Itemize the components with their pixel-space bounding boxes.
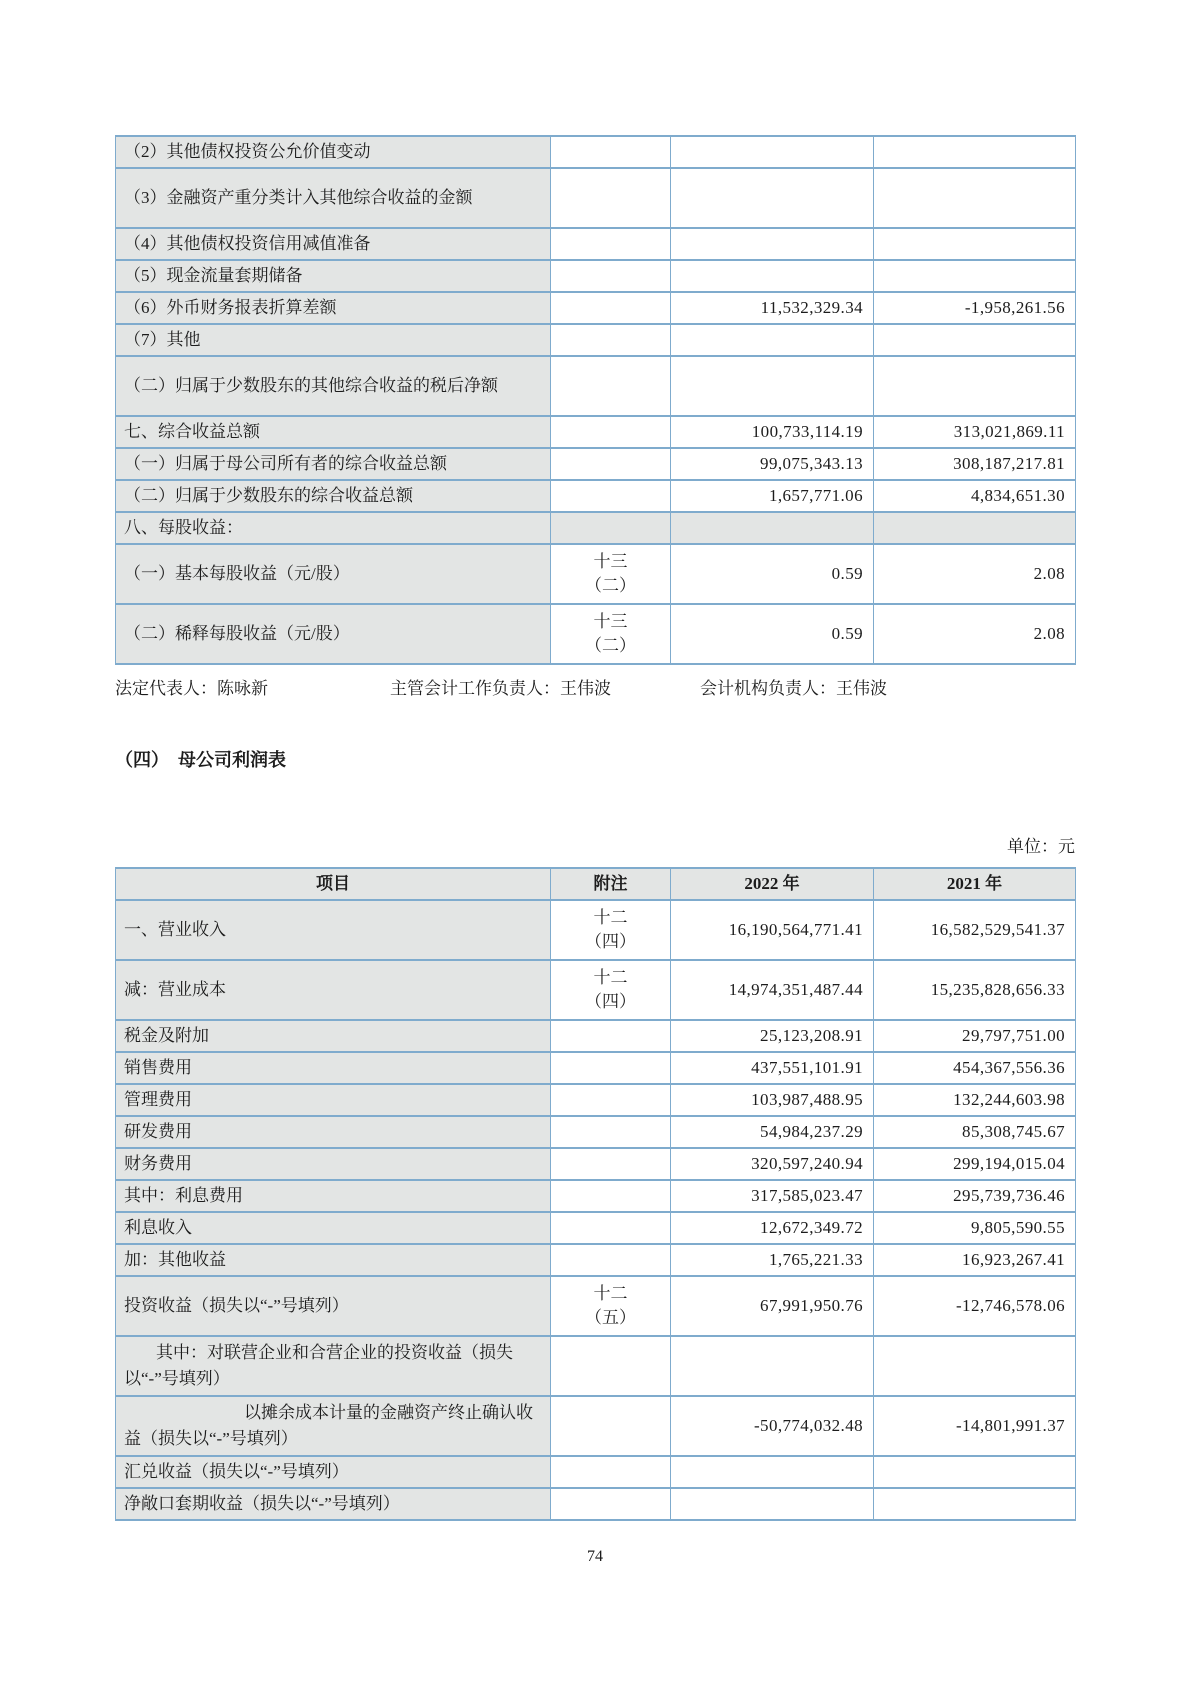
note-cell	[551, 324, 671, 356]
note-cell	[551, 480, 671, 512]
chief-accountant: 主管会计工作负责人：王伟波	[390, 679, 611, 698]
note-ref-line: 十三	[593, 612, 628, 631]
table-row	[116, 228, 1076, 260]
table-row	[116, 512, 1076, 544]
note-ref-line: （五）	[585, 1308, 636, 1327]
note-cell	[551, 356, 671, 416]
note-cell	[551, 416, 671, 448]
column-header-item: 项目	[116, 868, 551, 900]
value-2022-cell	[671, 260, 874, 292]
note-cell	[551, 168, 671, 228]
value-2022-cell: 437,551,101.91	[671, 1052, 874, 1084]
accounting-head: 会计机构负责人：王伟波	[700, 679, 887, 698]
note-cell	[551, 512, 671, 544]
value-2021-cell	[874, 512, 1076, 544]
value-2022-cell: 14,974,351,487.44	[671, 960, 874, 1020]
table-row	[116, 168, 1076, 228]
value-2021-cell: 9,805,590.55	[874, 1212, 1076, 1244]
note-ref-line: （二）	[585, 636, 636, 655]
value-2022-cell: -50,774,032.48	[671, 1396, 874, 1456]
table-row	[116, 1020, 1076, 1052]
value-2021-cell: 299,194,015.04	[874, 1148, 1076, 1180]
note-cell	[551, 1396, 671, 1456]
value-2022-cell: 100,733,114.19	[671, 416, 874, 448]
value-2021-cell: 313,021,869.11	[874, 416, 1076, 448]
note-cell	[551, 1148, 671, 1180]
value-2021-cell: 454,367,556.36	[874, 1052, 1076, 1084]
value-2021-cell	[874, 260, 1076, 292]
row-label-cell: （一）归属于母公司所有者的综合收益总额	[116, 448, 551, 480]
row-label-cell: 八、每股收益：	[116, 512, 551, 544]
note-ref-line: 十二	[593, 908, 628, 927]
value-2022-cell: 11,532,329.34	[671, 292, 874, 324]
row-label-cell: （二）稀释每股收益（元/股）	[116, 604, 551, 664]
value-2021-cell: -1,958,261.56	[874, 292, 1076, 324]
row-label-cell: 投资收益（损失以“-”号填列）	[116, 1276, 551, 1336]
row-label-cell: 销售费用	[116, 1052, 551, 1084]
table-row	[116, 1336, 1076, 1396]
table-row	[116, 324, 1076, 356]
table-row	[116, 416, 1076, 448]
value-2021-cell: 16,923,267.41	[874, 1244, 1076, 1276]
comprehensive-income-table	[115, 135, 1076, 665]
table-row	[116, 900, 1076, 960]
row-label-cell: 管理费用	[116, 1084, 551, 1116]
value-2021-cell: 4,834,651.30	[874, 480, 1076, 512]
note-cell	[551, 604, 671, 664]
row-label-cell: 其中：对联营企业和合营企业的投资收益（损失以“-”号填列）	[116, 1336, 551, 1396]
row-label-cell: 其中：利息费用	[116, 1180, 551, 1212]
column-header-2021: 2021 年	[874, 868, 1076, 900]
value-2022-cell: 103,987,488.95	[671, 1084, 874, 1116]
note-cell	[551, 1456, 671, 1488]
value-2021-cell: 85,308,745.67	[874, 1116, 1076, 1148]
table-row	[116, 1116, 1076, 1148]
note-cell	[551, 448, 671, 480]
value-2022-cell	[671, 324, 874, 356]
note-ref-line: 十三	[593, 552, 628, 571]
value-2021-cell	[874, 356, 1076, 416]
note-cell	[551, 900, 671, 960]
row-label-cell: 财务费用	[116, 1148, 551, 1180]
note-cell	[551, 260, 671, 292]
row-label-cell: （2）其他债权投资公允价值变动	[116, 136, 551, 168]
row-label-cell: 减：营业成本	[116, 960, 551, 1020]
table-row	[116, 292, 1076, 324]
value-2021-cell: 308,187,217.81	[874, 448, 1076, 480]
row-label-cell: （5）现金流量套期储备	[116, 260, 551, 292]
value-2022-cell	[671, 228, 874, 260]
value-2021-cell: -14,801,991.37	[874, 1396, 1076, 1456]
value-2021-cell	[874, 1456, 1076, 1488]
value-2022-cell	[671, 1488, 874, 1520]
table-row	[116, 1180, 1076, 1212]
value-2021-cell: -12,746,578.06	[874, 1276, 1076, 1336]
value-2022-cell: 99,075,343.13	[671, 448, 874, 480]
table-row	[116, 1052, 1076, 1084]
value-2022-cell: 12,672,349.72	[671, 1212, 874, 1244]
value-2022-cell: 1,765,221.33	[671, 1244, 874, 1276]
table-row	[116, 1456, 1076, 1488]
note-cell	[551, 1488, 671, 1520]
value-2021-cell: 295,739,736.46	[874, 1180, 1076, 1212]
note-ref-line: 十二	[593, 968, 628, 987]
row-label-cell: 税金及附加	[116, 1020, 551, 1052]
signature-row	[115, 674, 1075, 699]
table-row	[116, 1084, 1076, 1116]
value-2021-cell: 2.08	[874, 544, 1076, 604]
note-cell	[551, 1052, 671, 1084]
value-2022-cell: 317,585,023.47	[671, 1180, 874, 1212]
value-2021-cell	[874, 1488, 1076, 1520]
table-row	[116, 448, 1076, 480]
note-ref-line: （四）	[585, 992, 636, 1011]
value-2022-cell: 25,123,208.91	[671, 1020, 874, 1052]
note-cell	[551, 1116, 671, 1148]
value-2021-cell	[874, 228, 1076, 260]
note-cell	[551, 1020, 671, 1052]
parent-income-statement-table	[115, 867, 1076, 1521]
value-2022-cell	[671, 168, 874, 228]
value-2021-cell: 16,582,529,541.37	[874, 900, 1076, 960]
note-cell	[551, 228, 671, 260]
note-cell	[551, 1336, 671, 1396]
value-2022-cell	[671, 356, 874, 416]
page-number: 74	[587, 1548, 603, 1565]
table-row	[116, 356, 1076, 416]
row-label-cell: 一、营业收入	[116, 900, 551, 960]
value-2021-cell: 29,797,751.00	[874, 1020, 1076, 1052]
table-row	[116, 544, 1076, 604]
value-2022-cell: 320,597,240.94	[671, 1148, 874, 1180]
note-cell	[551, 136, 671, 168]
table-row	[116, 1148, 1076, 1180]
table-row	[116, 1276, 1076, 1336]
section-heading: （四） 母公司利润表	[115, 750, 286, 770]
value-2022-cell	[671, 1456, 874, 1488]
value-2021-cell: 15,235,828,656.33	[874, 960, 1076, 1020]
note-ref-line: （四）	[585, 932, 636, 951]
legal-representative: 法定代表人：陈咏新	[115, 679, 268, 698]
row-label-cell: （二）归属于少数股东的其他综合收益的税后净额	[116, 356, 551, 416]
note-cell	[551, 1276, 671, 1336]
note-cell	[551, 960, 671, 1020]
row-label-cell: （7）其他	[116, 324, 551, 356]
table-row	[116, 1396, 1076, 1456]
table-header-row	[116, 868, 1076, 900]
row-label-cell: （一）基本每股收益（元/股）	[116, 544, 551, 604]
note-cell	[551, 292, 671, 324]
row-label-cell: 以摊余成本计量的金融资产终止确认收益（损失以“-”号填列）	[116, 1396, 551, 1456]
row-label-cell: 加：其他收益	[116, 1244, 551, 1276]
value-2022-cell	[671, 1336, 874, 1396]
value-2022-cell	[671, 512, 874, 544]
row-label-cell: 研发费用	[116, 1116, 551, 1148]
value-2022-cell: 54,984,237.29	[671, 1116, 874, 1148]
row-label-cell: （3）金融资产重分类计入其他综合收益的金额	[116, 168, 551, 228]
note-ref-line: （二）	[585, 576, 636, 595]
note-cell	[551, 1180, 671, 1212]
table-row	[116, 1244, 1076, 1276]
table-row	[116, 1212, 1076, 1244]
value-2022-cell: 67,991,950.76	[671, 1276, 874, 1336]
value-2021-cell	[874, 168, 1076, 228]
row-label-cell: 利息收入	[116, 1212, 551, 1244]
row-label-cell: 净敞口套期收益（损失以“-”号填列）	[116, 1488, 551, 1520]
row-label-cell: 七、综合收益总额	[116, 416, 551, 448]
value-2022-cell: 0.59	[671, 604, 874, 664]
value-2021-cell	[874, 324, 1076, 356]
note-ref-line: 十二	[593, 1284, 628, 1303]
table-row	[116, 604, 1076, 664]
note-cell	[551, 544, 671, 604]
table-row	[116, 480, 1076, 512]
unit-label: 单位：元	[1007, 837, 1075, 856]
note-cell	[551, 1244, 671, 1276]
row-label-cell: （6）外币财务报表折算差额	[116, 292, 551, 324]
note-cell	[551, 1212, 671, 1244]
table-row	[116, 136, 1076, 168]
row-label-cell: 汇兑收益（损失以“-”号填列）	[116, 1456, 551, 1488]
value-2021-cell: 2.08	[874, 604, 1076, 664]
table-row	[116, 960, 1076, 1020]
value-2021-cell	[874, 1336, 1076, 1396]
value-2022-cell: 1,657,771.06	[671, 480, 874, 512]
value-2021-cell: 132,244,603.98	[874, 1084, 1076, 1116]
row-label-cell: （4）其他债权投资信用减值准备	[116, 228, 551, 260]
value-2021-cell	[874, 136, 1076, 168]
value-2022-cell	[671, 136, 874, 168]
table-row	[116, 260, 1076, 292]
row-label-cell: （二）归属于少数股东的综合收益总额	[116, 480, 551, 512]
column-header-note: 附注	[551, 868, 671, 900]
column-header-2022: 2022 年	[671, 868, 874, 900]
note-cell	[551, 1084, 671, 1116]
table-row	[116, 1488, 1076, 1520]
value-2022-cell: 16,190,564,771.41	[671, 900, 874, 960]
value-2022-cell: 0.59	[671, 544, 874, 604]
